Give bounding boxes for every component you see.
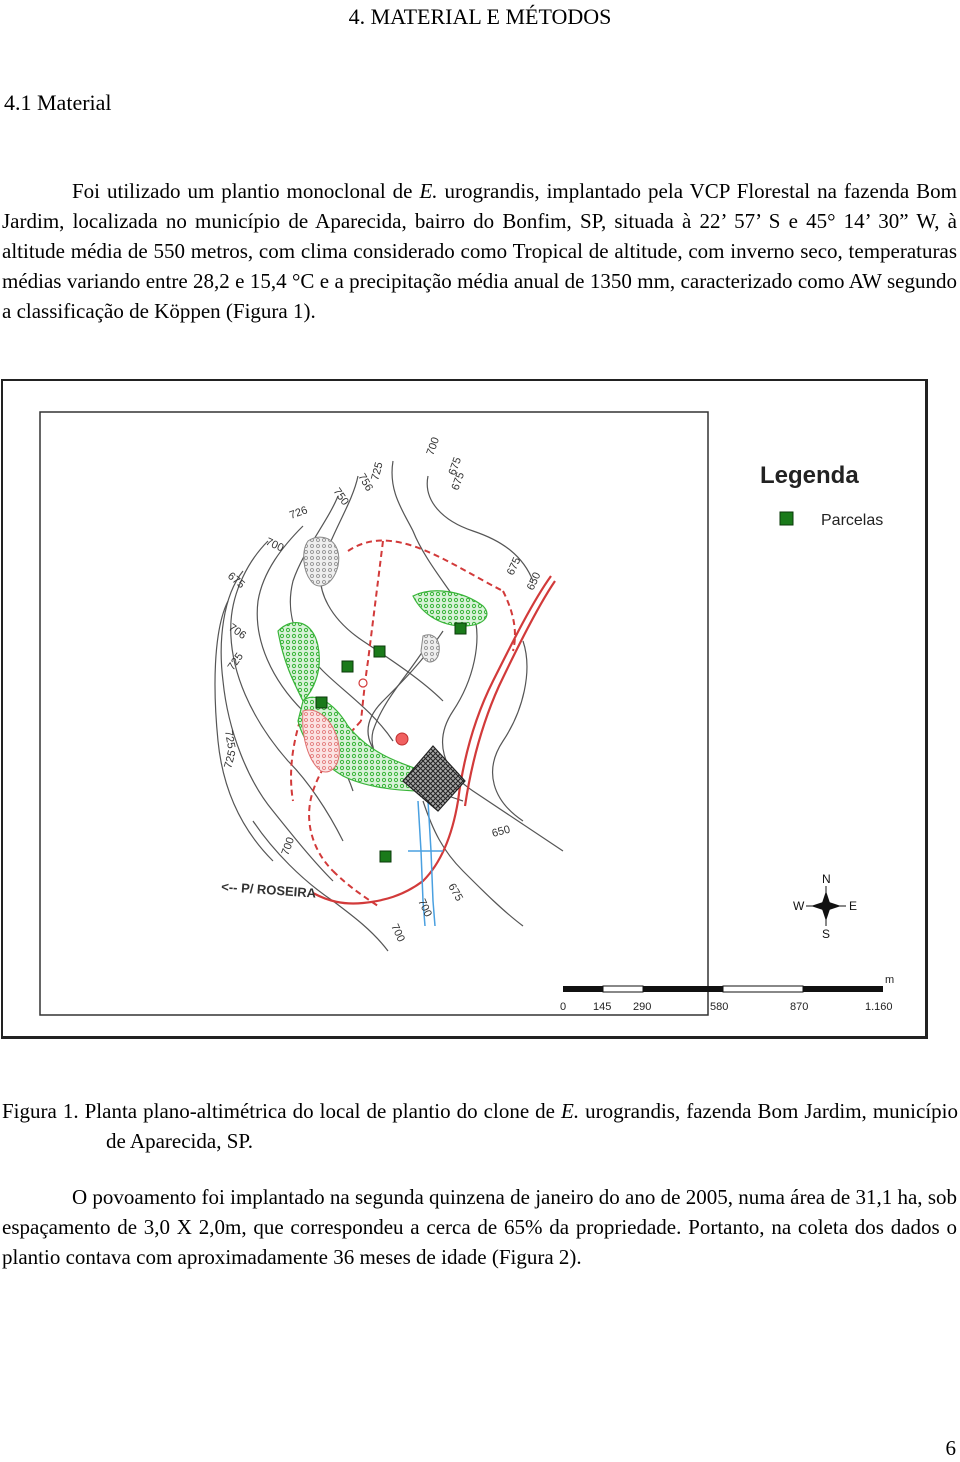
contour-label: 725 xyxy=(222,729,238,750)
contour-label: 675 xyxy=(445,881,465,904)
map-svg xyxy=(3,381,925,1036)
map-frame xyxy=(40,412,708,1015)
contour-label: 675 xyxy=(449,470,468,493)
compass-e: E xyxy=(849,899,858,913)
contour-label: 756 xyxy=(355,471,375,494)
compass-s: S xyxy=(822,927,831,941)
contour-label: 700 xyxy=(424,435,443,458)
figure-map xyxy=(1,379,928,1039)
contour-label: 650 xyxy=(524,570,544,593)
contour-label: 700 xyxy=(263,535,286,555)
contour-label: 726 xyxy=(287,504,310,522)
subsection-heading: 4.1 Material xyxy=(4,90,112,115)
contour-label: 700 xyxy=(388,922,407,944)
paragraph-text: O povoamento foi implantado na segunda quinzena de janeiro do ano de 2005, numa área de 31,1 ha, sob espaçamento de 3,0 X 2,0m, que correspondeu a cerca de 65% da propriedade. Portanto, na coleta dos dados o plantio contava com aproximadamente 36 meses de idade (Figura 2). xyxy=(2,1185,957,1269)
scale-tick: 580 xyxy=(710,1001,729,1013)
legend-swatch xyxy=(780,512,793,525)
contour-label: 725 xyxy=(222,748,239,770)
contour-label: 675 xyxy=(504,555,524,578)
scale-tick: 870 xyxy=(790,1001,809,1013)
plot-marker xyxy=(342,661,353,672)
figure-caption xyxy=(2,1096,958,1156)
paragraph-material xyxy=(2,176,957,326)
paragraph-povoamento xyxy=(2,1182,957,1272)
contour-label: 750 xyxy=(330,485,351,508)
plot-marker xyxy=(455,623,466,634)
scale-tick: 1.160 xyxy=(865,1001,893,1013)
contour-label: 675 xyxy=(225,570,247,592)
plot-marker xyxy=(316,697,327,708)
contour-label: 725 xyxy=(225,650,246,673)
caption-italic: E. xyxy=(561,1099,580,1123)
contour-label: 700 xyxy=(279,835,298,858)
contour-label: 700 xyxy=(415,897,434,919)
contour-label: 706 xyxy=(226,621,249,642)
contour-label: 650 xyxy=(490,823,512,840)
plot-marker xyxy=(374,646,385,657)
page-number: 6 xyxy=(945,1436,956,1460)
legend-title: Legenda xyxy=(760,462,859,489)
paragraph-text-before: Foi utilizado um plantio monoclonal de xyxy=(72,179,420,203)
caption-rest: urograndis, fazenda Bom Jardim, município de Aparecida, SP. xyxy=(106,1099,958,1153)
contour-label: 675 xyxy=(446,455,465,478)
genus-italic: E. xyxy=(419,179,438,203)
plot-marker xyxy=(380,851,391,862)
contour-label: 725 xyxy=(369,460,386,482)
section-heading: 4. MATERIAL E MÉTODOS xyxy=(348,4,612,29)
compass-w: W xyxy=(793,899,805,913)
scale-tick: 290 xyxy=(633,1001,652,1013)
legend-label: Parcelas xyxy=(821,512,884,529)
north-arrow-icon xyxy=(793,872,857,941)
road-label: <-- P/ ROSEIRA xyxy=(220,879,317,901)
grey-patch xyxy=(421,635,439,662)
scale-unit: m xyxy=(885,974,895,986)
caption-text: Figura 1. Planta plano-altimétrica do local de plantio do clone de xyxy=(2,1099,562,1123)
point-marker xyxy=(396,733,408,745)
scale-tick: 0 xyxy=(560,1001,567,1013)
paragraph-text-after: urograndis, implantado pela VCP Florestal na fazenda Bom Jardim, localizada no município de Aparecida, bairro do Bonfim, SP, situada à 22’ 57’ S e 45° 14’ 30” W, à altitude média de 550 metros, com clima considerado como Tropical de altitude, com inverno seco, temperaturas médias variando entre 28,2 e 15,4 °C e a precipitação média anual de 1350 mm, caracterizado como AW segundo a classificação de Köppen (Figura 1). xyxy=(2,179,958,323)
compass-n: N xyxy=(822,872,831,886)
junction-marker xyxy=(359,679,367,687)
scale-tick: 145 xyxy=(593,1001,612,1013)
